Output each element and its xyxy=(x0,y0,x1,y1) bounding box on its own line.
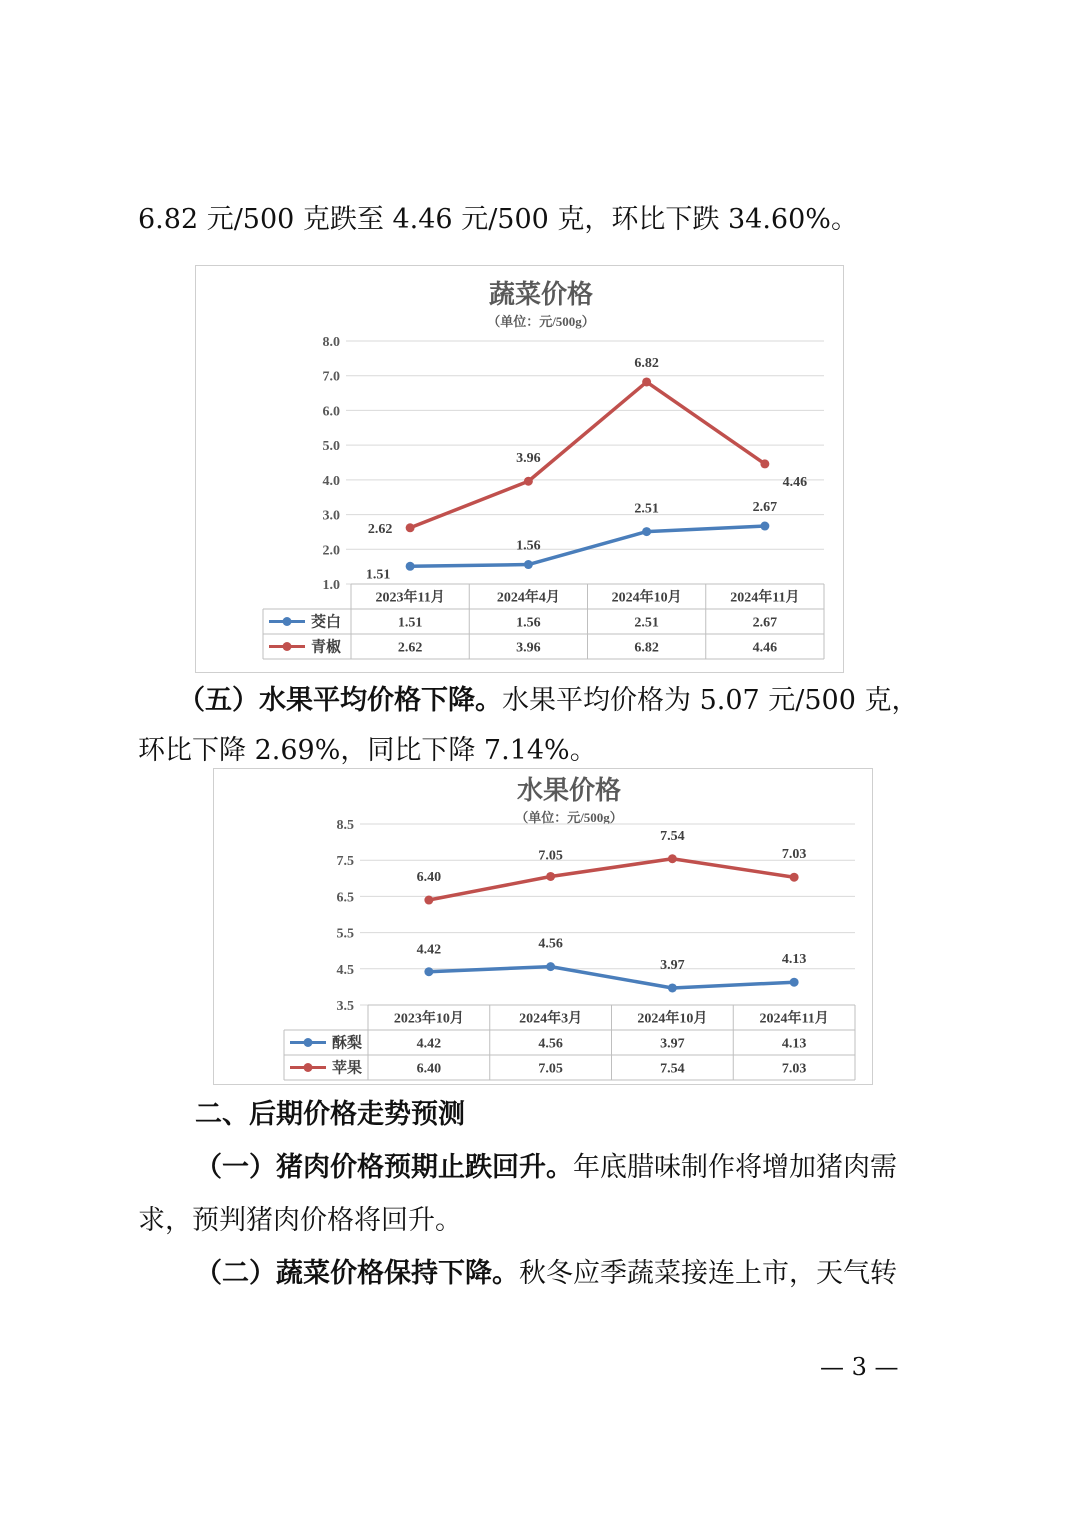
category-label: 2024年11月 xyxy=(730,590,800,606)
table-cell: 3.97 xyxy=(660,1036,685,1052)
category-label: 2024年4月 xyxy=(496,590,560,606)
page-number: — 3 — xyxy=(820,1353,899,1381)
table-cell: 2.51 xyxy=(634,615,659,631)
forecast-1-text: 年底腊味制作将增加猪肉需 xyxy=(573,1152,897,1183)
vegetable-price-chart xyxy=(195,265,844,673)
data-label: 7.05 xyxy=(538,848,563,864)
chart-title: 水果价格 xyxy=(516,776,622,806)
table-cell: 4.42 xyxy=(416,1036,442,1052)
y-tick-label: 3.0 xyxy=(322,508,340,524)
paragraph-text: 6.82 元/500 克跌至 4.46 元/500 克，环比下跌 34.60%。 xyxy=(138,204,858,235)
section-5-text: 水果平均价格为 5.07 元/500 克， xyxy=(502,685,919,716)
category-label: 2024年3月 xyxy=(519,1011,583,1027)
y-tick-label: 6.0 xyxy=(322,404,340,420)
table-cell: 7.05 xyxy=(538,1061,563,1077)
data-point xyxy=(546,962,555,971)
paragraph-forecast-1-line-2 xyxy=(138,1203,938,1239)
data-point xyxy=(524,560,533,569)
legend-label: 青椒 xyxy=(311,639,342,656)
y-tick-label: 7.0 xyxy=(322,369,340,385)
data-label: 7.54 xyxy=(660,828,685,844)
y-tick-label: 6.5 xyxy=(336,890,354,906)
y-tick-label: 3.5 xyxy=(336,999,354,1014)
data-point xyxy=(642,527,651,536)
data-point xyxy=(406,562,415,571)
table-cell: 6.82 xyxy=(634,640,659,656)
data-point xyxy=(668,854,677,863)
section-2-title-text: 二、后期价格走势预测 xyxy=(195,1099,465,1130)
data-point xyxy=(424,896,433,905)
paragraph-section-5-line-2 xyxy=(138,733,938,769)
paragraph-forecast-1 xyxy=(195,1150,995,1186)
chart-subtitle: （单位：元/500g） xyxy=(487,314,595,329)
forecast-1-text-2: 求，预判猪肉价格将回升。 xyxy=(138,1205,462,1236)
category-label: 2024年10月 xyxy=(611,590,682,606)
chart-subtitle: （单位：元/500g） xyxy=(515,810,623,825)
y-tick-label: 2.0 xyxy=(322,543,340,559)
table-cell: 2.62 xyxy=(397,640,423,656)
section-5-heading: （五）水果平均价格下降。 xyxy=(178,685,502,716)
paragraph-forecast-2 xyxy=(195,1256,995,1292)
table-cell: 1.56 xyxy=(516,615,541,631)
data-label: 1.51 xyxy=(365,567,391,583)
legend-marker xyxy=(304,1063,313,1072)
paragraph-line-1 xyxy=(138,202,938,238)
data-point xyxy=(424,967,433,976)
category-label: 2024年11月 xyxy=(759,1011,829,1027)
data-point xyxy=(546,872,555,881)
data-point xyxy=(790,978,799,987)
data-point xyxy=(642,377,651,386)
data-point xyxy=(760,522,769,531)
table-cell: 1.51 xyxy=(397,615,423,631)
data-label: 1.56 xyxy=(516,538,541,554)
data-label: 6.82 xyxy=(634,355,659,371)
data-label: 4.42 xyxy=(416,942,442,958)
data-label: 4.56 xyxy=(538,936,563,952)
section-2-title xyxy=(195,1097,995,1133)
category-label: 2023年10月 xyxy=(393,1011,464,1027)
table-cell: 3.96 xyxy=(516,640,541,656)
data-point xyxy=(760,459,769,468)
data-label: 3.97 xyxy=(660,957,685,973)
y-tick-label: 5.5 xyxy=(336,926,354,942)
data-label: 4.46 xyxy=(782,474,808,490)
fruit-price-chart xyxy=(213,768,873,1085)
data-label: 4.13 xyxy=(781,952,807,968)
data-point xyxy=(524,477,533,486)
series-line xyxy=(429,859,794,900)
y-tick-label: 4.5 xyxy=(336,962,354,978)
table-cell: 7.03 xyxy=(781,1061,807,1077)
chart-title: 蔬菜价格 xyxy=(488,280,594,310)
y-tick-label: 4.0 xyxy=(322,473,340,489)
table-cell: 4.46 xyxy=(752,640,778,656)
data-point xyxy=(668,983,677,992)
y-tick-label: 1.0 xyxy=(322,578,340,593)
data-label: 6.40 xyxy=(416,870,442,886)
data-label: 7.03 xyxy=(781,847,807,863)
legend-label: 茭白 xyxy=(311,614,342,631)
series-line xyxy=(429,967,794,988)
table-cell: 4.13 xyxy=(781,1036,807,1052)
category-label: 2023年11月 xyxy=(375,590,445,606)
table-cell: 4.56 xyxy=(538,1036,563,1052)
section-5-text-2: 环比下降 2.69%，同比下降 7.14%。 xyxy=(138,735,597,766)
forecast-1-heading: （一）猪肉价格预期止跌回升。 xyxy=(195,1152,573,1183)
fruit-chart-svg xyxy=(214,769,874,1086)
data-label: 2.67 xyxy=(752,500,778,516)
data-label: 2.62 xyxy=(367,521,393,537)
legend-label: 酥梨 xyxy=(332,1035,363,1052)
data-point xyxy=(790,873,799,882)
series-line xyxy=(410,382,765,528)
table-cell: 7.54 xyxy=(660,1061,685,1077)
y-tick-label: 7.5 xyxy=(336,854,354,870)
series-line xyxy=(410,526,765,566)
legend-marker xyxy=(304,1038,313,1047)
paragraph-section-5 xyxy=(138,683,938,719)
y-tick-label: 5.0 xyxy=(322,439,340,455)
data-label: 3.96 xyxy=(516,451,541,467)
legend-label: 苹果 xyxy=(332,1060,363,1077)
table-cell: 6.40 xyxy=(416,1061,442,1077)
data-point xyxy=(406,523,415,532)
legend-marker xyxy=(283,617,292,626)
legend-marker xyxy=(283,642,292,651)
forecast-2-heading: （二）蔬菜价格保持下降。 xyxy=(195,1258,519,1289)
forecast-2-text: 秋冬应季蔬菜接连上市，天气转 xyxy=(519,1258,897,1289)
category-label: 2024年10月 xyxy=(637,1011,708,1027)
vegetable-chart-svg xyxy=(196,266,845,674)
table-cell: 2.67 xyxy=(752,615,778,631)
y-tick-label: 8.5 xyxy=(336,818,354,833)
y-tick-label: 8.0 xyxy=(322,335,340,350)
data-label: 2.51 xyxy=(634,501,659,517)
